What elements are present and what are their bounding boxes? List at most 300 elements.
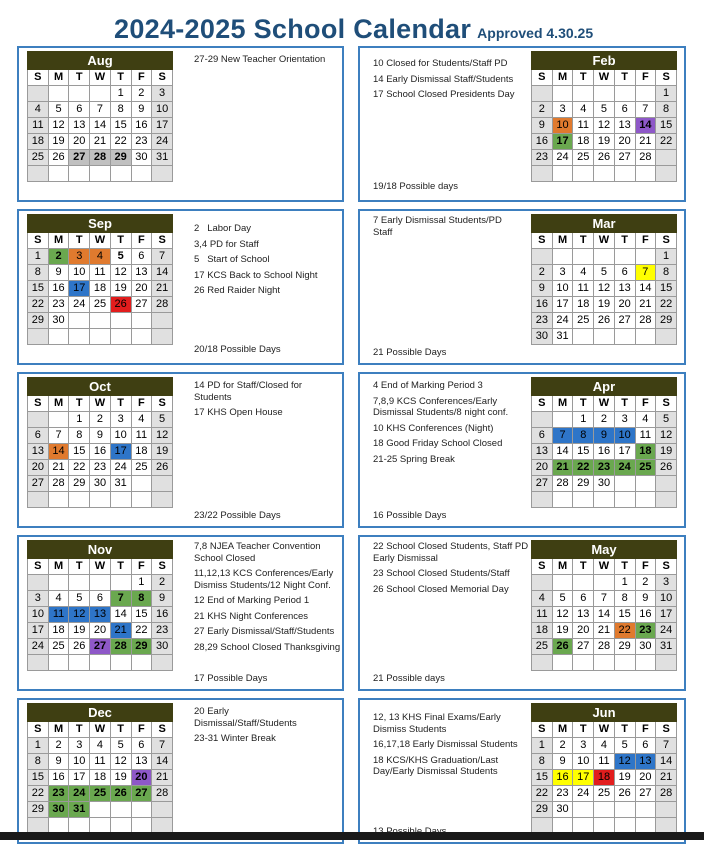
- day-cell-jun: 3: [573, 738, 594, 754]
- day-cell-jun: 7: [656, 738, 677, 754]
- calendar-note: 7 Early Dismissal Students/PD Staff: [373, 215, 505, 238]
- day-cell-mar: [573, 249, 594, 265]
- day-cell-feb: [594, 86, 615, 102]
- day-cell-sep: [90, 313, 111, 329]
- day-cell-oct: 26: [152, 460, 173, 476]
- day-cell-oct: 24: [110, 460, 131, 476]
- weekday-label: T: [110, 396, 131, 412]
- day-cell-oct: [28, 412, 49, 428]
- day-cell-mar: [594, 329, 615, 345]
- day-cell-feb: 9: [532, 118, 553, 134]
- day-cell-jun: [656, 802, 677, 818]
- approved-date: Approved 4.30.25: [477, 25, 594, 41]
- day-cell-apr: [635, 492, 656, 508]
- day-cell-feb: 4: [573, 102, 594, 118]
- day-cell-may: 13: [573, 607, 594, 623]
- day-cell-mar: [594, 249, 615, 265]
- day-cell-nov: 25: [48, 639, 69, 655]
- day-cell-sep: 7: [152, 249, 173, 265]
- day-cell-dec: 12: [110, 754, 131, 770]
- day-cell-jun: 26: [614, 786, 635, 802]
- day-cell-sep: 8: [28, 265, 49, 281]
- day-cell-apr: [532, 492, 553, 508]
- day-cell-sep: [48, 329, 69, 345]
- weekday-label: F: [635, 233, 656, 249]
- day-cell-feb: 15: [656, 118, 677, 134]
- day-cell-nov: 27: [90, 639, 111, 655]
- day-cell-sep: 2: [48, 249, 69, 265]
- day-cell-feb: [532, 166, 553, 182]
- day-cell-feb: 7: [635, 102, 656, 118]
- weekday-label: M: [48, 233, 69, 249]
- calendar-note: 22 School Closed Students, Staff PD Early Dismissal: [373, 541, 531, 564]
- calendar-note: 14 PD for Staff/Closed for Students: [194, 380, 305, 403]
- day-cell-apr: 4: [635, 412, 656, 428]
- day-cell-feb: 6: [614, 102, 635, 118]
- day-cell-oct: [152, 492, 173, 508]
- weekday-label: W: [90, 70, 111, 86]
- day-cell-may: 9: [635, 591, 656, 607]
- day-cell-mar: 17: [552, 297, 573, 313]
- day-cell-apr: 14: [552, 444, 573, 460]
- day-cell-mar: 8: [656, 265, 677, 281]
- day-cell-may: 28: [594, 639, 615, 655]
- day-cell-apr: [552, 492, 573, 508]
- day-cell-oct: 28: [48, 476, 69, 492]
- day-cell-feb: [552, 166, 573, 182]
- day-cell-nov: [152, 655, 173, 671]
- month-name: Sep: [28, 215, 173, 233]
- day-cell-feb: [635, 166, 656, 182]
- day-cell-oct: 1: [69, 412, 90, 428]
- day-cell-may: 3: [656, 575, 677, 591]
- day-cell-jun: 27: [635, 786, 656, 802]
- day-cell-jun: 12: [614, 754, 635, 770]
- day-cell-may: 6: [573, 591, 594, 607]
- day-cell-feb: [573, 86, 594, 102]
- day-cell-nov: 14: [110, 607, 131, 623]
- day-cell-oct: 16: [90, 444, 111, 460]
- day-cell-may: 17: [656, 607, 677, 623]
- possible-days-mar: 21 Possible Days: [373, 347, 447, 358]
- day-cell-aug: 20: [69, 134, 90, 150]
- day-cell-apr: 22: [573, 460, 594, 476]
- day-cell-oct: 4: [131, 412, 152, 428]
- day-cell-may: 21: [594, 623, 615, 639]
- day-cell-nov: 19: [69, 623, 90, 639]
- calendar-note: 26 Red Raider Night: [194, 285, 281, 296]
- weekday-label: T: [573, 559, 594, 575]
- day-cell-dec: 19: [110, 770, 131, 786]
- weekday-label: M: [48, 70, 69, 86]
- day-cell-feb: 14: [635, 118, 656, 134]
- day-cell-apr: 21: [552, 460, 573, 476]
- weekday-label: M: [48, 396, 69, 412]
- weekday-label: T: [614, 396, 635, 412]
- day-cell-may: [552, 655, 573, 671]
- weekday-label: F: [131, 233, 152, 249]
- panel-jun: [358, 698, 686, 844]
- calendar-note: 23 School Closed Students/Staff: [373, 568, 510, 579]
- day-cell-dec: 29: [28, 802, 49, 818]
- day-cell-sep: 14: [152, 265, 173, 281]
- possible-days-feb: 19/18 Possible days: [373, 181, 459, 192]
- day-cell-jun: 20: [635, 770, 656, 786]
- day-cell-apr: [656, 476, 677, 492]
- day-cell-dec: 11: [90, 754, 111, 770]
- panel-sep: [17, 209, 344, 365]
- day-cell-sep: [131, 313, 152, 329]
- day-cell-mar: 31: [552, 329, 573, 345]
- weekday-label: S: [532, 70, 553, 86]
- day-cell-sep: 5: [110, 249, 131, 265]
- weekday-label: S: [28, 70, 49, 86]
- day-cell-may: [594, 575, 615, 591]
- weekday-label: W: [594, 233, 615, 249]
- day-cell-apr: [635, 476, 656, 492]
- weekday-label: T: [614, 559, 635, 575]
- day-cell-apr: [656, 492, 677, 508]
- day-cell-may: [573, 655, 594, 671]
- day-cell-aug: 7: [90, 102, 111, 118]
- day-cell-oct: 22: [69, 460, 90, 476]
- day-cell-may: [594, 655, 615, 671]
- day-cell-feb: 19: [594, 134, 615, 150]
- weekday-label: T: [614, 722, 635, 738]
- day-cell-oct: 30: [90, 476, 111, 492]
- day-cell-jun: [573, 802, 594, 818]
- day-cell-feb: [656, 166, 677, 182]
- day-cell-mar: 23: [532, 313, 553, 329]
- day-cell-sep: [110, 313, 131, 329]
- day-cell-oct: 2: [90, 412, 111, 428]
- day-cell-mar: 7: [635, 265, 656, 281]
- day-cell-aug: [28, 166, 49, 182]
- day-cell-may: 2: [635, 575, 656, 591]
- day-cell-nov: 28: [110, 639, 131, 655]
- day-cell-jun: 4: [594, 738, 615, 754]
- day-cell-dec: 16: [48, 770, 69, 786]
- day-cell-aug: 27: [69, 150, 90, 166]
- month-name: Mar: [532, 215, 677, 233]
- day-cell-jun: 9: [552, 754, 573, 770]
- day-cell-feb: [635, 86, 656, 102]
- weekday-label: S: [152, 70, 173, 86]
- day-cell-sep: 1: [28, 249, 49, 265]
- day-cell-mar: 5: [594, 265, 615, 281]
- panel-feb: [358, 46, 686, 202]
- day-cell-may: 8: [614, 591, 635, 607]
- day-cell-jun: 28: [656, 786, 677, 802]
- month-grid-mar: [531, 214, 677, 345]
- day-cell-feb: 21: [635, 134, 656, 150]
- day-cell-aug: 30: [131, 150, 152, 166]
- weekday-label: W: [594, 722, 615, 738]
- calendar-title: 2024-2025 School Calendar: [114, 14, 472, 44]
- weekday-label: M: [552, 233, 573, 249]
- day-cell-nov: [90, 655, 111, 671]
- day-cell-feb: 13: [614, 118, 635, 134]
- weekday-label: M: [48, 559, 69, 575]
- day-cell-feb: 16: [532, 134, 553, 150]
- day-cell-apr: 8: [573, 428, 594, 444]
- panel-may: [358, 535, 686, 691]
- day-cell-nov: 12: [69, 607, 90, 623]
- day-cell-jun: 25: [594, 786, 615, 802]
- day-cell-oct: 25: [131, 460, 152, 476]
- day-cell-sep: [90, 329, 111, 345]
- day-cell-may: 30: [635, 639, 656, 655]
- calendar-note: 4 End of Marking Period 3: [373, 380, 483, 391]
- day-cell-sep: 26: [110, 297, 131, 313]
- notes-mar: [373, 215, 523, 242]
- calendar-note: 14 Early Dismissal Staff/Students: [373, 73, 514, 85]
- possible-days-may: 21 Possible days: [373, 673, 445, 684]
- day-cell-mar: 9: [532, 281, 553, 297]
- calendar-note: 7,8 NJEA Teacher Convention School Closed: [194, 541, 324, 564]
- day-cell-oct: [48, 492, 69, 508]
- day-cell-feb: [614, 86, 635, 102]
- calendar-note: 5 Start of School: [194, 254, 270, 265]
- weekday-label: S: [28, 722, 49, 738]
- calendar-note: 12, 13 KHS Final Exams/Early Dismiss Students: [373, 712, 504, 735]
- day-cell-sep: [152, 313, 173, 329]
- day-cell-jun: 14: [656, 754, 677, 770]
- day-cell-aug: 26: [48, 150, 69, 166]
- day-cell-nov: [131, 655, 152, 671]
- day-cell-oct: [152, 476, 173, 492]
- day-cell-jun: 29: [532, 802, 553, 818]
- day-cell-dec: 3: [69, 738, 90, 754]
- day-cell-aug: 17: [152, 118, 173, 134]
- day-cell-feb: 28: [635, 150, 656, 166]
- day-cell-dec: 2: [48, 738, 69, 754]
- day-cell-may: 4: [532, 591, 553, 607]
- day-cell-nov: [69, 655, 90, 671]
- weekday-label: T: [69, 396, 90, 412]
- day-cell-dec: [110, 802, 131, 818]
- day-cell-oct: 13: [28, 444, 49, 460]
- day-cell-oct: [28, 492, 49, 508]
- day-cell-jun: [594, 802, 615, 818]
- day-cell-nov: 16: [152, 607, 173, 623]
- day-cell-feb: 2: [532, 102, 553, 118]
- weekday-label: M: [552, 70, 573, 86]
- day-cell-dec: 10: [69, 754, 90, 770]
- day-cell-aug: 2: [131, 86, 152, 102]
- calendar-note: 18 Good Friday School Closed: [373, 438, 503, 449]
- day-cell-oct: [48, 412, 69, 428]
- day-cell-feb: 12: [594, 118, 615, 134]
- day-cell-oct: 21: [48, 460, 69, 476]
- day-cell-aug: 15: [110, 118, 131, 134]
- day-cell-mar: 21: [635, 297, 656, 313]
- day-cell-dec: 14: [152, 754, 173, 770]
- day-cell-sep: 13: [131, 265, 152, 281]
- day-cell-aug: 11: [28, 118, 49, 134]
- day-cell-dec: 22: [28, 786, 49, 802]
- calendar-note: 11,12,13 KCS Conferences/Early Dismiss Students/12 Night Conf.: [194, 568, 336, 591]
- day-cell-feb: [573, 166, 594, 182]
- day-cell-nov: 4: [48, 591, 69, 607]
- day-cell-mar: [573, 329, 594, 345]
- page-title: [114, 14, 593, 45]
- day-cell-feb: [552, 86, 573, 102]
- day-cell-sep: [28, 329, 49, 345]
- day-cell-oct: 14: [48, 444, 69, 460]
- day-cell-may: 5: [552, 591, 573, 607]
- day-cell-nov: 8: [131, 591, 152, 607]
- day-cell-mar: 29: [656, 313, 677, 329]
- day-cell-nov: 26: [69, 639, 90, 655]
- weekday-label: T: [69, 559, 90, 575]
- day-cell-dec: 24: [69, 786, 90, 802]
- weekday-label: T: [110, 233, 131, 249]
- calendar-note: 18 KCS/KHS Graduation/Last Day/Early Dismissal Students: [373, 754, 501, 777]
- calendar-note: 10 KHS Conferences (Night): [373, 422, 494, 434]
- day-cell-sep: 29: [28, 313, 49, 329]
- weekday-label: S: [532, 396, 553, 412]
- day-cell-sep: 24: [69, 297, 90, 313]
- month-name: Jun: [532, 704, 677, 722]
- day-cell-mar: 19: [594, 297, 615, 313]
- day-cell-apr: 10: [614, 428, 635, 444]
- day-cell-jun: 11: [594, 754, 615, 770]
- month-grid-oct: [27, 377, 173, 508]
- day-cell-mar: 3: [552, 265, 573, 281]
- day-cell-mar: 16: [532, 297, 553, 313]
- notes-oct: [194, 380, 334, 423]
- month-name: Dec: [28, 704, 173, 722]
- day-cell-mar: [552, 249, 573, 265]
- day-cell-sep: 6: [131, 249, 152, 265]
- day-cell-jun: 16: [552, 770, 573, 786]
- calendar-note: 7,8,9 KCS Conferences/Early Dismissal Students/8 night conf.: [373, 395, 509, 418]
- day-cell-may: [573, 575, 594, 591]
- day-cell-oct: 17: [110, 444, 131, 460]
- weekday-label: M: [552, 722, 573, 738]
- weekday-label: S: [152, 233, 173, 249]
- day-cell-sep: [69, 313, 90, 329]
- day-cell-sep: 18: [90, 281, 111, 297]
- day-cell-dec: 27: [131, 786, 152, 802]
- day-cell-sep: 20: [131, 281, 152, 297]
- calendar-note: 3,4 PD for Staff: [194, 238, 259, 250]
- day-cell-nov: 22: [131, 623, 152, 639]
- day-cell-aug: 9: [131, 102, 152, 118]
- day-cell-dec: 4: [90, 738, 111, 754]
- day-cell-oct: 3: [110, 412, 131, 428]
- day-cell-aug: 8: [110, 102, 131, 118]
- day-cell-may: [656, 655, 677, 671]
- day-cell-may: 18: [532, 623, 553, 639]
- day-cell-mar: [532, 249, 553, 265]
- calendar-note: 23-31 Winter Break: [194, 733, 276, 744]
- day-cell-apr: 6: [532, 428, 553, 444]
- day-cell-dec: 30: [48, 802, 69, 818]
- day-cell-apr: 24: [614, 460, 635, 476]
- notes-nov: [194, 541, 342, 657]
- day-cell-apr: 28: [552, 476, 573, 492]
- possible-days-oct: 23/22 Possible Days: [194, 510, 281, 521]
- day-cell-may: 29: [614, 639, 635, 655]
- day-cell-feb: 22: [656, 134, 677, 150]
- day-cell-sep: 15: [28, 281, 49, 297]
- day-cell-nov: 18: [48, 623, 69, 639]
- day-cell-aug: 6: [69, 102, 90, 118]
- day-cell-apr: 2: [594, 412, 615, 428]
- day-cell-sep: 27: [131, 297, 152, 313]
- day-cell-feb: 20: [614, 134, 635, 150]
- day-cell-oct: 7: [48, 428, 69, 444]
- day-cell-jun: 8: [532, 754, 553, 770]
- day-cell-may: 27: [573, 639, 594, 655]
- calendar-note: 17 KCS Back to School Night: [194, 269, 318, 281]
- day-cell-apr: 15: [573, 444, 594, 460]
- day-cell-feb: [656, 150, 677, 166]
- day-cell-feb: 23: [532, 150, 553, 166]
- day-cell-oct: 31: [110, 476, 131, 492]
- day-cell-sep: [69, 329, 90, 345]
- day-cell-apr: 17: [614, 444, 635, 460]
- day-cell-oct: 27: [28, 476, 49, 492]
- day-cell-nov: [110, 655, 131, 671]
- possible-days-apr: 16 Possible Days: [373, 510, 447, 521]
- day-cell-may: 23: [635, 623, 656, 639]
- day-cell-dec: 28: [152, 786, 173, 802]
- panel-apr: [358, 372, 686, 528]
- day-cell-sep: 30: [48, 313, 69, 329]
- notes-dec: [194, 706, 334, 749]
- day-cell-aug: 13: [69, 118, 90, 134]
- weekday-label: W: [594, 396, 615, 412]
- day-cell-sep: 25: [90, 297, 111, 313]
- day-cell-apr: 3: [614, 412, 635, 428]
- day-cell-mar: 4: [573, 265, 594, 281]
- calendar-note: 20 Early Dismissal/Staff/Students: [194, 706, 297, 729]
- day-cell-may: 19: [552, 623, 573, 639]
- bottom-bar: [0, 832, 704, 840]
- weekday-label: W: [594, 559, 615, 575]
- weekday-label: S: [656, 559, 677, 575]
- day-cell-sep: 16: [48, 281, 69, 297]
- day-cell-sep: 23: [48, 297, 69, 313]
- day-cell-mar: 11: [573, 281, 594, 297]
- day-cell-nov: 13: [90, 607, 111, 623]
- day-cell-aug: [28, 86, 49, 102]
- weekday-label: M: [48, 722, 69, 738]
- day-cell-feb: 3: [552, 102, 573, 118]
- weekday-label: T: [69, 70, 90, 86]
- panel-mar: [358, 209, 686, 365]
- day-cell-may: 10: [656, 591, 677, 607]
- day-cell-apr: 7: [552, 428, 573, 444]
- day-cell-apr: 25: [635, 460, 656, 476]
- day-cell-nov: [90, 575, 111, 591]
- day-cell-feb: 24: [552, 150, 573, 166]
- day-cell-aug: 19: [48, 134, 69, 150]
- day-cell-apr: 11: [635, 428, 656, 444]
- day-cell-oct: 5: [152, 412, 173, 428]
- day-cell-mar: 28: [635, 313, 656, 329]
- day-cell-may: 24: [656, 623, 677, 639]
- day-cell-sep: [110, 329, 131, 345]
- day-cell-apr: 12: [656, 428, 677, 444]
- weekday-label: F: [131, 396, 152, 412]
- day-cell-oct: 19: [152, 444, 173, 460]
- month-grid-may: [531, 540, 677, 671]
- day-cell-dec: 18: [90, 770, 111, 786]
